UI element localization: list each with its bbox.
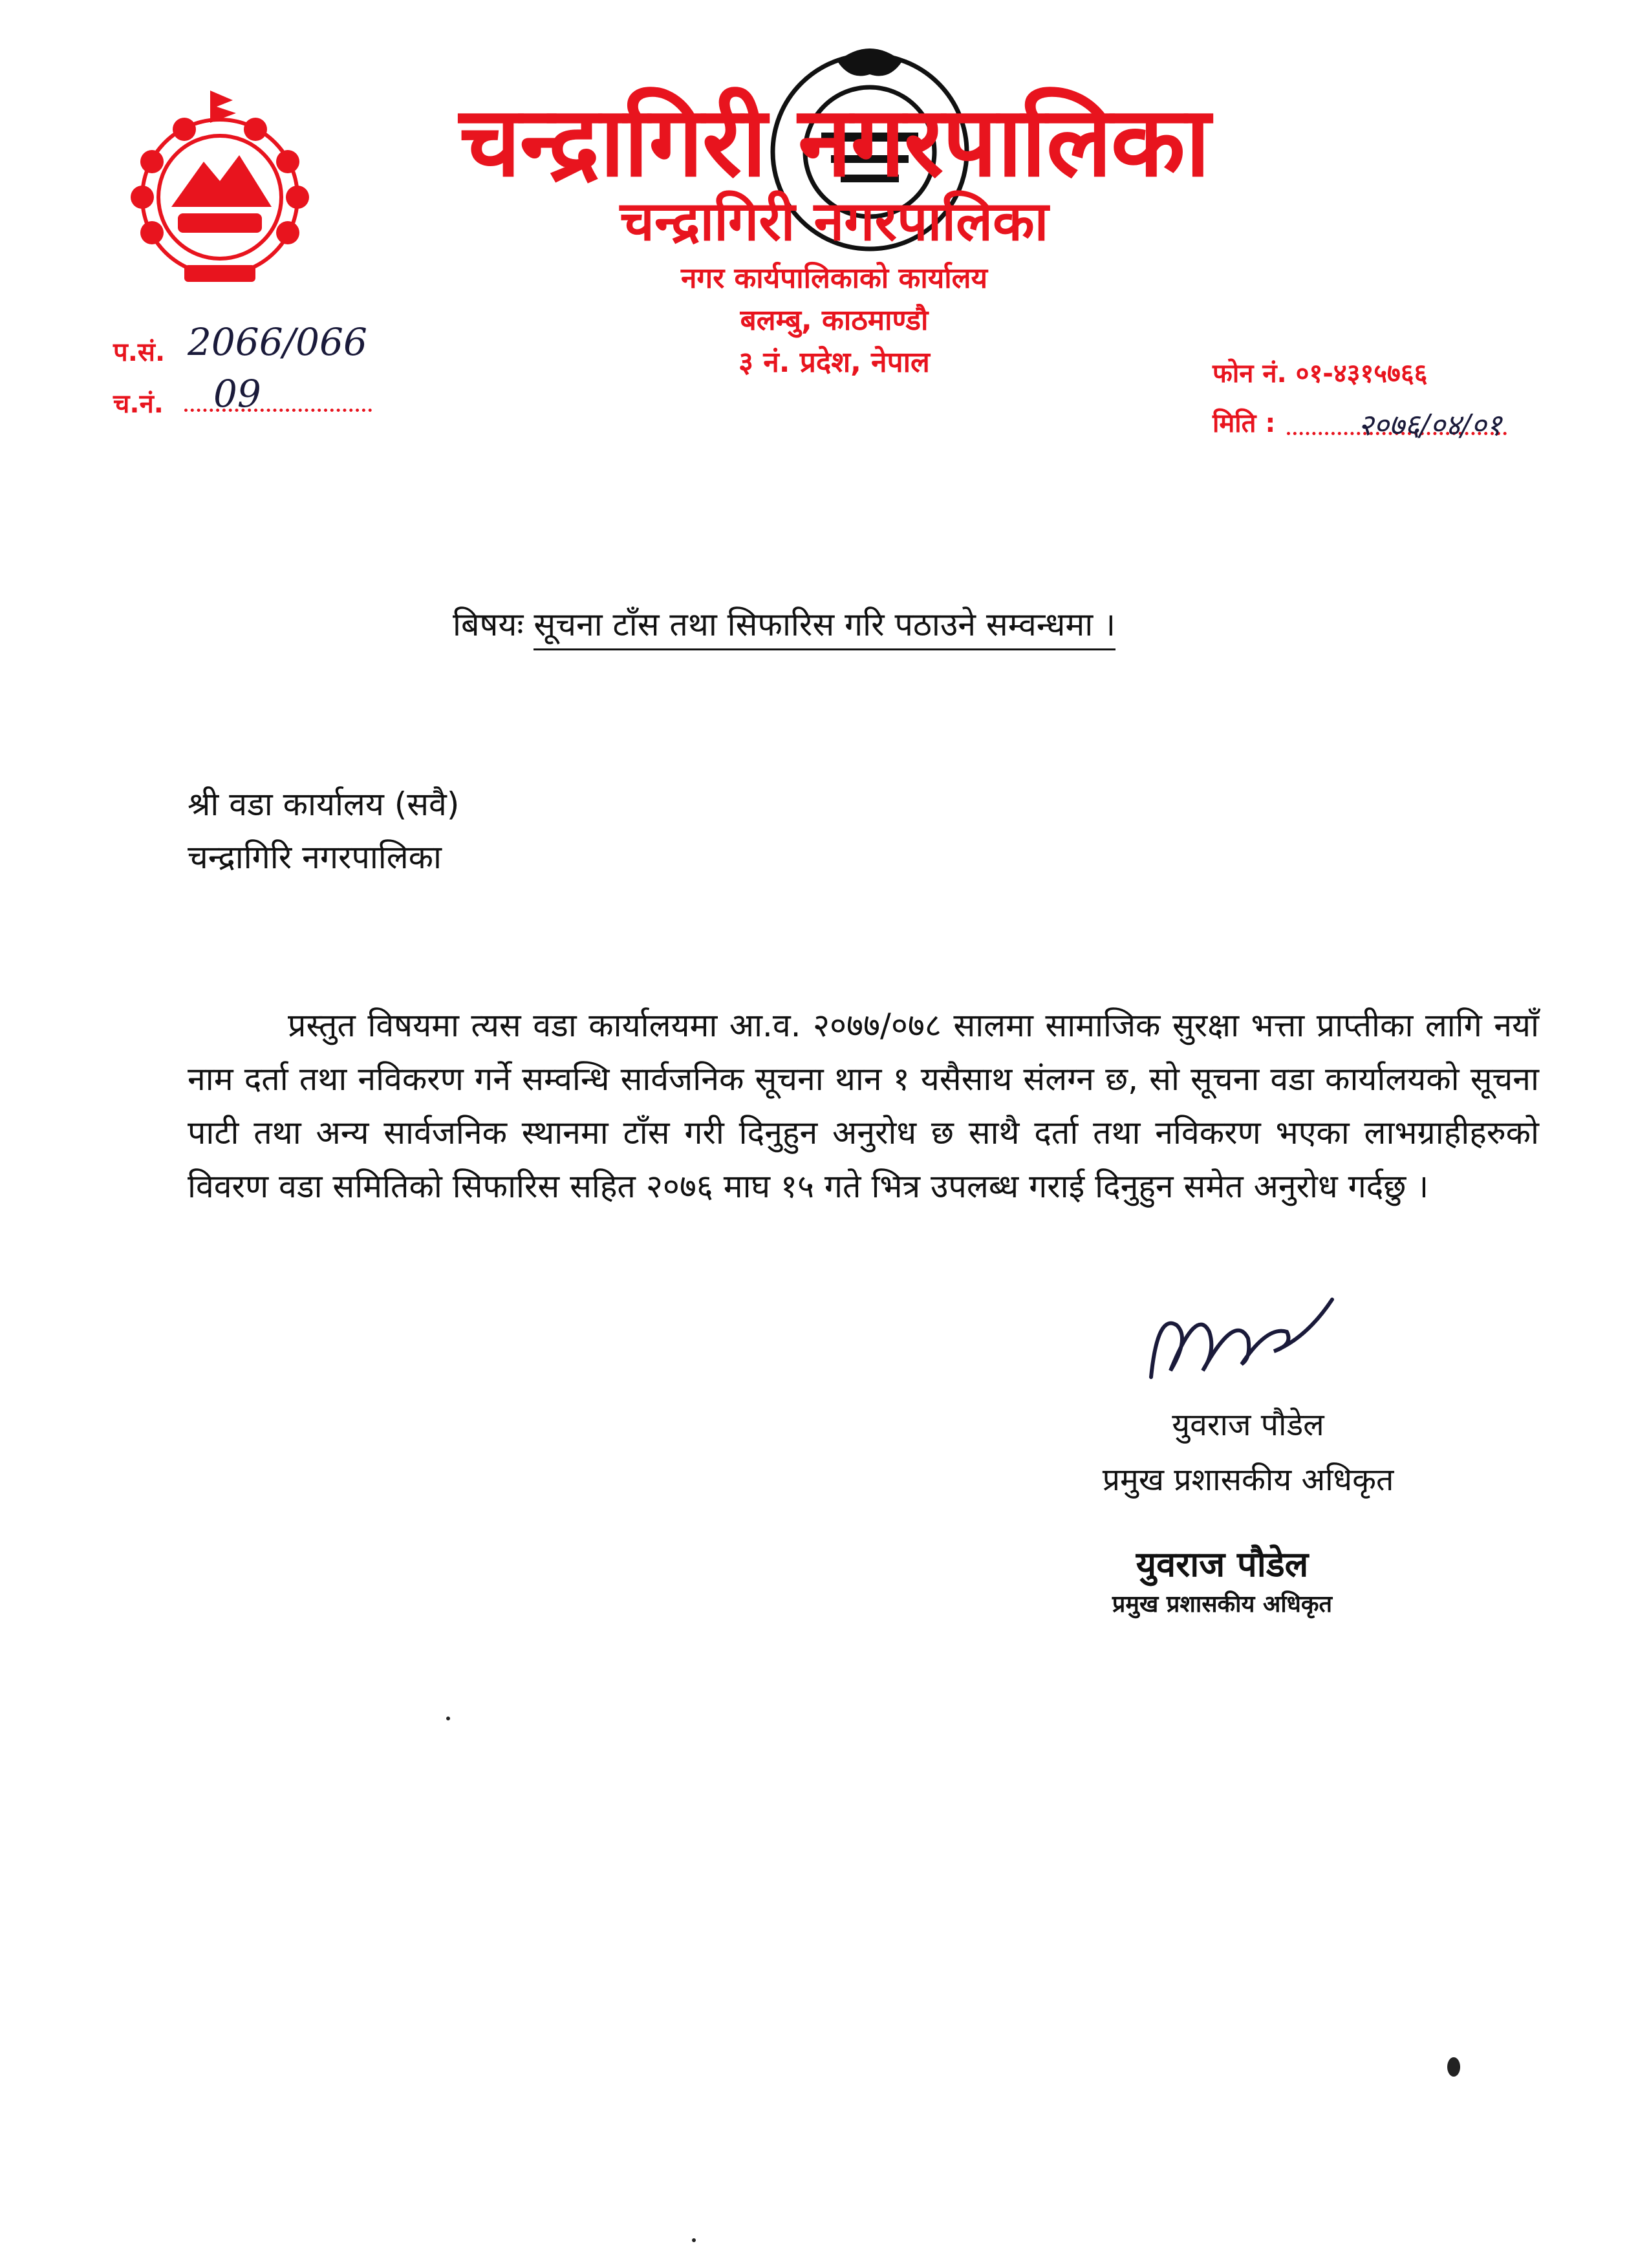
cn-value: 09 (213, 372, 261, 416)
office-province: ३ नं. प्रदेश, नेपाल (738, 346, 930, 379)
subject-text: सूचना टाँस तथा सिफारिस गरि पठाउने सम्वन्धमा । (534, 606, 1116, 650)
stamp-name: युवराज पौडेल (1136, 1544, 1309, 1585)
recipient-line-1: श्री वडा कार्यालय (सवै) (188, 786, 460, 823)
office-name: नगर कार्यपालिकाको कार्यालय (681, 262, 987, 295)
subject-line (453, 601, 1116, 645)
office-location: बलम्बु, काठमाण्डौ (740, 304, 929, 337)
phone-number: फोन नं. ०१-४३१५७६६ (1212, 359, 1428, 389)
recipient-line-2: चन्द्रागिरि नगरपालिका (188, 839, 442, 876)
nepal-emblem-icon (113, 84, 327, 297)
ps-value: 2066/066 (188, 320, 367, 364)
municipality-title: चन्द्रागिरी नगरपालिका (459, 86, 1209, 198)
scan-speck (446, 1717, 450, 1720)
signatory-name: युवराज पौडेल (1172, 1407, 1324, 1443)
cn-dotted-line (184, 409, 372, 412)
scan-speck (1447, 2057, 1460, 2077)
municipality-subtitle: चन्द्रागिरी नगरपालिका (620, 189, 1049, 253)
subject-label: बिषयः (453, 606, 524, 643)
signature-icon (1138, 1287, 1345, 1396)
date-value: २०७६/०४/०१ (1358, 407, 1502, 442)
date-label: मिति : (1212, 409, 1276, 438)
ps-label: प.सं. (113, 337, 166, 367)
stamp-title: प्रमुख प्रशासकीय अधिकृत (1112, 1591, 1333, 1618)
cn-label: च.नं. (113, 389, 164, 419)
body-paragraph: प्रस्तुत विषयमा त्यस वडा कार्यालयमा आ.व. २०७७/०७८ सालमा सामाजिक सुरक्षा भत्ता प्राप्तीका लागि नयाँ नाम दर्ता तथा नविकरण गर्ने सम्वन्धि सार्वजनिक सूचना थान १ यसैसाथ संलग्न छ, सो सूचना वडा कार्यालयको सूचना पाटी तथा अन्य सार्वजनिक स्थानमा टाँस गरी दिनुहुन अनुरोध छ साथै दर्ता तथा नविकरण भएका लाभग्राहीहरुको विवरण वडा समितिको सिफारिस सहित २०७६ माघ १५ गते भित्र उपलब्ध गराई दिनुहुन समेत अनुरोध गर्दछु । (188, 1007, 1539, 1205)
signatory-title: प्रमुख प्रशासकीय अधिकृत (1102, 1462, 1394, 1498)
scan-speck (692, 2238, 696, 2242)
